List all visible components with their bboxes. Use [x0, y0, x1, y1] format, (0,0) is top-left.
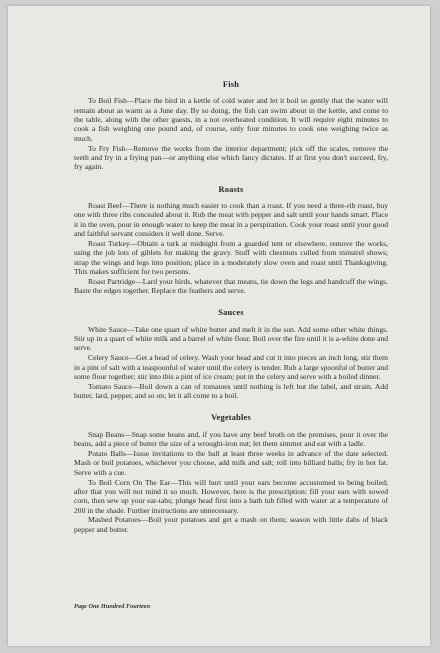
- section-sauces: [74, 308, 388, 400]
- paragraph: Roast Beef—There is nothing much easier to cook than a roast. If you need a three-rib roast, buy one with three ribs concealed about it. Rub the meat with pepper and salt until your hands smart. Place it in the oven, pour in enough water to keep the meat in a perspiration. Cook your roast until your good and faithful servant considers it well done. Serve.: [74, 200, 388, 238]
- paragraph: Tomato Sauce—Boil down a can of tomatoes until nothing is left but the label, and strain. Add butter, lard, pepper, and so on; let it all come to a boil.: [74, 381, 388, 401]
- section-heading: Fish: [222, 80, 240, 89]
- paragraph: To Boil Corn On The Ear—This will hurt until your ears become accustomed to being boiled; after that you will not mind it so much. However, here is the prescription: fill your ears with sowed corn, then sew up your ear-tabs; plunge head first into a bath tub filled with water at a temperature of 200 in the shade. Further instructions are unnecessary.: [74, 477, 388, 515]
- section-heading: Vegetables: [211, 413, 251, 423]
- paragraph: To Boil Fish—Place the bird in a kettle of cold water and let it boil so gently that the water will remain about as warm as a June day. By so doing, the fish can swim about in the kettle, and come to the table, along with the other guests, in a not overheated condition. It will require eight minutes to cook a fish weighing one pound and, of course, only four minutes to cook one weighing twice as much.: [74, 96, 388, 143]
- paragraph: Mashed Potatoes—Boil your potatoes and get a mash on them; season with little dabs of black pepper and butter.: [74, 515, 388, 534]
- paragraph: Roast Turkey—Obtain a turk at midnight from a guarded tent or elsewhere, remove the works, using the job lots of giblets for making the gravy. Stuff with chestnuts culled from minstrel shows; strap the wings and legs into position; place in a moderately slow oven and roast until Thanksgiving. This makes sufficient for two persons.: [74, 238, 388, 276]
- page-content: [74, 80, 388, 547]
- section-heading: Roasts: [218, 184, 244, 194]
- page: [8, 6, 430, 646]
- paragraph: Celery Sauce—Get a head of celery. Wash your head and cut it into pieces an inch long, stir them in a pint of salt with a teaspoonful of water until the celery is tender. Rub a large spoonful of butter and some flour together; stir into this a pint of ice cream; put in the celery and serve with a boiled dinner.: [74, 353, 388, 381]
- page-number-footer: Page One Hundred Fourteen: [74, 603, 151, 610]
- paragraph: Snap Beans—Snap some beans and, if you have any beef broth on the premises, pour it over the beans, add a piece of butter the size of a wrought-iron nut; let them simmer and eat with a ladle.: [74, 429, 388, 449]
- section-heading: Sauces: [218, 308, 244, 318]
- paragraph: To Fry Fish—Remove the works from the interior department; pick off the scales, remove the teeth and fry in a frying pan—or anything else which fancy dictates. If at first you don't succeed, fry, fry again.: [74, 143, 388, 172]
- section-vegetables: [74, 413, 388, 534]
- section-roasts: [74, 185, 388, 296]
- section-fish: [74, 80, 388, 172]
- paragraph: White Sauce—Take one quart of white butter and melt it in the sun. Add some other white things. Stir up in a quart of white milk and a barrel of white flour. Boil over the fire until it is a-white done and serve.: [74, 324, 388, 353]
- paragraph: Roast Partridge—Lard your birds, whatever that means, tie down the legs and handcuff the wings. Baste the edges together. Replace the feathers and serve.: [74, 276, 388, 296]
- paragraph: Potato Balls—Issue invitations to the ball at least three weeks in advance of the date selected. Mash or boil potatoes, whichever you choose, add milk and salt; roll into billiard balls; fry in hot fat. Serve with a cue.: [74, 449, 388, 477]
